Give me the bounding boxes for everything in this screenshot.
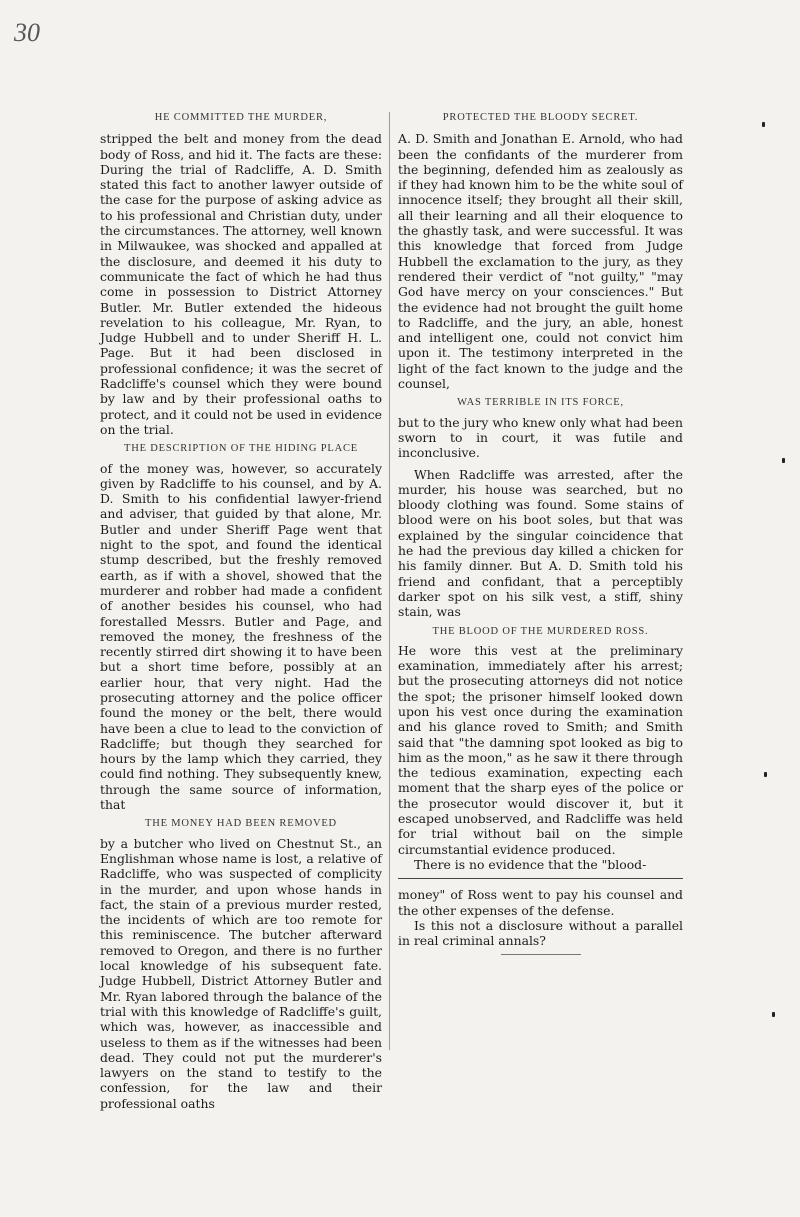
right-heading-3: THE BLOOD OF THE MURDERED ROSS. [432,625,649,637]
right-paragraph-2: but to the jury who knew only what had been sworn to in court, it was futile and inconclusive. [398,414,683,461]
right-paragraph-3: When Radcliffe was arrested, after the murder, his house was searched, but no bloody clothing was found. Some stains of blood were on his boot soles, but that was explained by the singular coincidence that he had the previous day killed a chicken for his family dinner. But A. D. Smith told his friend and confidant, that a perceptibly darker spot on his silk vest, a stiff, shiny stain, was [398,466,683,620]
right-paragraph-7: Is this not a disclosure without a parallel in real criminal annals? [398,917,683,949]
left-heading-2: THE DESCRIPTION OF THE HIDING PLACE [123,443,358,455]
right-paragraph-1: A. D. Smith and Jonathan E. Arnold, who had been the confidants of the murderer from the beginning, defended him as zealously as if they had known him to be the white soul of innocence itself; they brought all their skill, all their learning and all their eloquence to the ghastly task, and were successful. It was this knowledge that forced from Judge Hubbell the exclamation to the jury, as they rendered their verdict of "not guilty," "may God have mercy on your consciences." But the evidence had not brought the guilt home to Radcliffe, and the jury, an able, honest and intelligent one, could not convict him upon it. The testimony interpreted in the light of the fact known to the judge and the counsel, [398,131,683,392]
clipping-rule [398,878,683,879]
left-paragraph-1: stripped the belt and money from the dead body of Ross, and hid it. The facts are these: During the trial of Radcliffe, A. D. Smith stated this fact to another lawyer outside of the case for the purpose of asking advice as to his professional and Christian duty, under the circumstances. The attorney, well known in Milwaukee, was shocked and appalled at the disclosure, and deemed it his duty to communicate the fact of which he had thus come in possession to District Attorney Butler. Mr. Butler extended the hideous revelation to his colleague, Mr. Ryan, to Judge Hubbell and to under Sheriff H. L. Page. But it had been disclosed in professional confidence; it was the secret of Radcliffe's counsel which they were bound by law and by their professional oaths to protect, and it could not be used in evidence on the trial. [100,131,382,437]
end-rule [501,954,581,955]
left-heading-3: THE MONEY HAD BEEN REMOVED [145,818,337,830]
right-paragraph-5: There is no evidence that the "blood- [414,856,647,872]
right-heading-2: WAS TERRIBLE IN ITS FORCE, [457,397,624,409]
left-column [100,110,382,1111]
scan-speck [762,122,765,127]
left-paragraph-3: by a butcher who lived on Chestnut St., an Englishman whose name is lost, a relative of Radcliffe, who was suspected of complicity in the murder, and upon whose hands in fact, the stain of a previous murder rested, the incidents of which are too remote for this reminiscence. The butcher afterward removed to Oregon, and there is no further local knowledge of his subsequent fate. Judge Hubbell, District Attorney Butler and Mr. Ryan labored through the balance of the trial with this knowledge of Radcliffe's guilt, which was, however, as inaccessible and useless to them as if the witnesses had been dead. They could not put the murderer's lawyers on the stand to testify to the confession, for the law and their professional oaths [100,835,382,1111]
scan-speck [772,1012,775,1017]
right-heading-1: PROTECTED THE BLOODY SECRET. [442,112,639,123]
right-paragraph-4: He wore this vest at the preliminary examination, immediately after his arrest; but the prosecuting attorneys did not notice the spot; the prisoner himself looked down upon his vest once during the examination and his glance roved to Smith; and Smith said that "the damning spot looked as big to him as the moon," as he saw it there through the tedious examination, expecting each moment that the sharp eyes of the police or the prosecutor would discover it, but it escaped unobserved, and Radcliffe was held for trial without bail on the simple circumstantial evidence produced. [398,642,683,857]
scan-speck [782,458,785,463]
left-heading-1: HE COMMITTED THE MURDER, [154,112,328,123]
column-divider [389,112,390,1050]
left-paragraph-2: of the money was, however, so accurately given by Radcliffe to his counsel, and by A. D. Smith to his confidential lawyer-friend and adviser, that guided by that alone, Mr. Butler and under Sheriff Page went that night to the spot, and found the identical stump described, but the freshly removed earth, as if with a shovel, showed that the murderer and robber had made a confident of another besides his counsel, who had forestalled Messrs. Butler and Page, and removed the money, the freshness of the recently stirred dirt showing it to have been but a short time before, possibly at an earlier hour, that very night. Had the prosecuting attorney and the police officer found the money or the belt, there would have been a clue to lead to the conviction of Radcliffe; but though they searched for hours by the lamp which they carried, they could find nothing. They subsequently knew, through the same source of information, that [100,460,382,813]
right-paragraph-6: money" of Ross went to pay his counsel and the other expenses of the defense. [398,887,683,918]
page-number: 30 [14,18,40,47]
right-column [398,110,683,955]
scan-speck [764,772,767,777]
